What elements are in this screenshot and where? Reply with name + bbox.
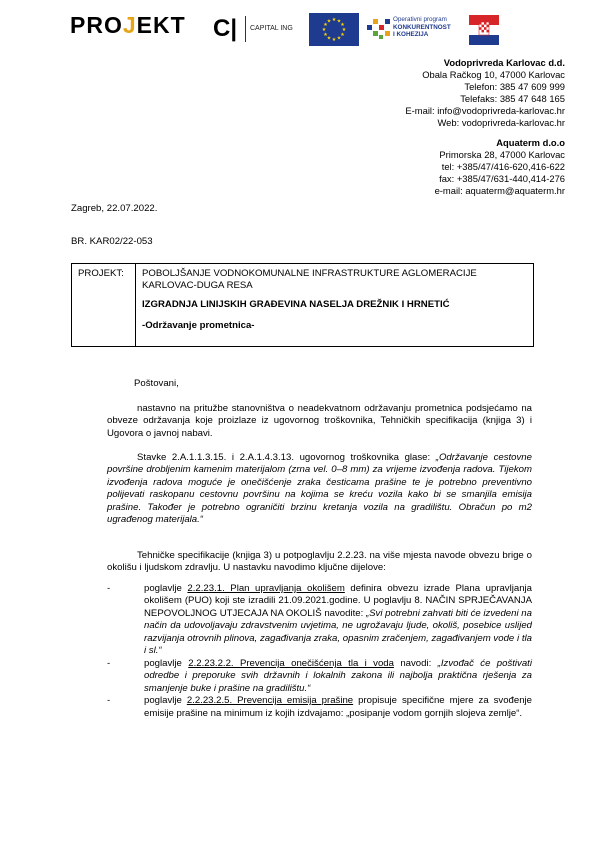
sender-name: Vodoprivreda Karlovac d.d.	[443, 57, 565, 68]
svg-text:★: ★	[336, 18, 342, 25]
svg-text:★: ★	[326, 18, 332, 25]
sender-phone: Telefon: 385 47 609 999	[464, 81, 565, 93]
recipient-name: Aquaterm d.o.o	[496, 137, 565, 148]
operativni-program-logo	[367, 14, 467, 44]
svg-text:★: ★	[323, 32, 328, 38]
recipient-address-block	[435, 137, 565, 197]
paragraph-specifications: Tehničke specifikacije (knjiga 3) u potpoglavlju 2.2.23. na više mjesta navode obvezu brige o okolišu i ljudskom zdravlju. U nastavku navodimo ključne dijelove:	[107, 550, 532, 574]
project-subtitle: IZGRADNJA LINIJSKIH GRAĐEVINA NASELJA DREŽNIK I HRNETIĆ	[142, 298, 450, 310]
list-item: - poglavlje 2.2.23.2.5. Prevencija emisija prašine propisuje specifične mjere za svođenje emisije prašine na minimum iz kojih izdvajamo: „posipanje vodom gornjih slojeva zemlje“.	[107, 695, 533, 719]
svg-text:★: ★	[321, 27, 327, 33]
svg-text:★: ★	[326, 35, 332, 42]
project-label: PROJEKT:	[78, 268, 124, 279]
op-line3: I KOHEZIJA	[393, 31, 429, 39]
section-reference: 2.2.23.2.2. Prevencija onečišćenja tla i voda	[188, 657, 394, 669]
eu-flag-icon	[309, 13, 359, 46]
quoted-text: „posipanje vodom gornjih slojeva zemlje“.	[346, 707, 523, 719]
capital-ing-logo	[213, 14, 303, 44]
p2-text: Stavke 2.A.1.1.3.15. i 2.A.1.4.3.13. ugovornog troškovnika glase:	[137, 452, 436, 463]
list-item: - poglavlje 2.2.23.1. Plan upravljanja okolišem definira obvezu izrade Plana upravljanja okolišem (PUO) koji ste izradili 21.09.2021.godine. U poglavlju 8. NAČIN SPRJEČAVANJA NEPOVOLJNOG UTJECAJA NA OKOLIŠ navodite: „Svi potrebni zahvati biti će izvedeni na način da udovoljavaju zdravstvenim uvjetima, ne ugrožavaju ljude, okoliš, posebice uslijed razvijanja otrovnih plinova, zagađivanja zraka, opasnim zračenjem, zagađivanjem vode i tla i sl.“	[107, 583, 533, 657]
project-topic: -Održavanje prometnica-	[142, 320, 255, 332]
section-reference: 2.2.23.1. Plan upravljanja okolišem	[187, 583, 345, 594]
greeting: Poštovani,	[134, 378, 179, 389]
svg-text:★: ★	[331, 37, 337, 43]
project-table	[71, 263, 534, 347]
sender-email: E-mail: info@vodoprivreda-karlovac.hr	[405, 105, 565, 117]
recipient-fax: fax: +385/47/631-440,414-276	[439, 173, 565, 185]
sender-address-block	[405, 57, 565, 130]
projekt-logo-accent: J	[122, 12, 137, 38]
quoted-text: „Svi potrebni zahvati biti će izvedeni na način da udovoljavaju zdravstvenim uvjetima, ne ugrožavaju ljude, okoliš, posebice uslijed razvijanja otrovnih plinova, zagađivanja zraka, opasnim zračenjem, zagađivanjem vode i tla i sl.“	[144, 607, 532, 657]
sender-street: Obala Račkog 10, 47000 Karlovac	[422, 69, 565, 81]
quoted-text: „Izvođač će poštivati odredbe i preporuke svih državnih i lokalnih zakona ili najbolja praktična rješenja za smanjenje buke i prašine na gradilištu.“	[144, 657, 532, 694]
svg-text:★: ★	[323, 22, 328, 28]
sender-web: Web: vodoprivreda-karlovac.hr	[437, 117, 565, 129]
recipient-tel: tel: +385/47/416-620,416-622	[441, 161, 565, 173]
op-line1: Operativni program	[393, 16, 447, 23]
section-reference: 2.2.23.2.5. Prevencija emisija prašine	[186, 695, 354, 707]
project-details	[142, 268, 527, 333]
letter-date: Zagreb, 22.07.2022.	[71, 203, 158, 214]
svg-text:★: ★	[331, 17, 337, 23]
reference-number: BR. KAR02/22-053	[71, 236, 153, 247]
op-line2: KONKURENTNOST	[393, 23, 451, 31]
svg-text:★: ★	[340, 32, 345, 38]
recipient-email: e-mail: aquaterm@aquaterm.hr	[434, 185, 565, 197]
list-item: - poglavlje 2.2.23.2.2. Prevencija onečišćenja tla i voda navodi: „Izvođač će poštivati odredbe i preporuke svih državnih i lokalnih zakona ili najbolja praktična rješenja za smanjenje buke i prašine na gradilištu.“	[107, 657, 532, 694]
capital-mark-icon: C|	[213, 15, 238, 42]
op-pixel-icon	[367, 17, 391, 41]
recipient-street: Primorska 28, 47000 Karlovac	[439, 149, 565, 161]
capital-logo-text: CAPITAL ING	[250, 25, 293, 32]
paragraph-troskovnik	[107, 452, 532, 527]
requirements-list	[107, 583, 532, 720]
p2-quote: „Održavanje cestovne površine drobljenim kamenim materijalom (zrna vel. 0–8 mm) za vrijeme izvođenja radova. Tijekom izvođenja radova moguće je onečišćenje zraka česticama prašine te je potrebno preventivno polijevati raskopanu cestovnu površinu na kojima se kreću vozila kako bi se smanjila emisija prašine. Također je potrebno ograničiti brzinu kretanja vozila na gradilištu. Obračun po m2 ugrađenog materijala.“	[107, 452, 532, 526]
croatia-flag-icon	[469, 15, 499, 45]
svg-text:★: ★	[341, 27, 347, 33]
project-title: POBOLJŠANJE VODNOKOMUNALNE INFRASTRUKTURE AGLOMERACIJE KARLOVAC-DUGA RESA	[142, 268, 477, 292]
projekt-logo: PROJEKT	[70, 12, 186, 38]
svg-text:★: ★	[336, 35, 342, 42]
svg-text:★: ★	[340, 22, 345, 28]
sender-fax: Telefaks: 385 47 648 165	[460, 93, 565, 105]
paragraph-intro: nastavno na pritužbe stanovništva o neadekvatnom održavanju prometnica podsjećamo na obveze održavanja koje proizlaze iz ugovornog troškovnika, Tehničkih specifikacija (knjiga 3) i Ugovora o javnoj nabavi.	[107, 403, 532, 439]
